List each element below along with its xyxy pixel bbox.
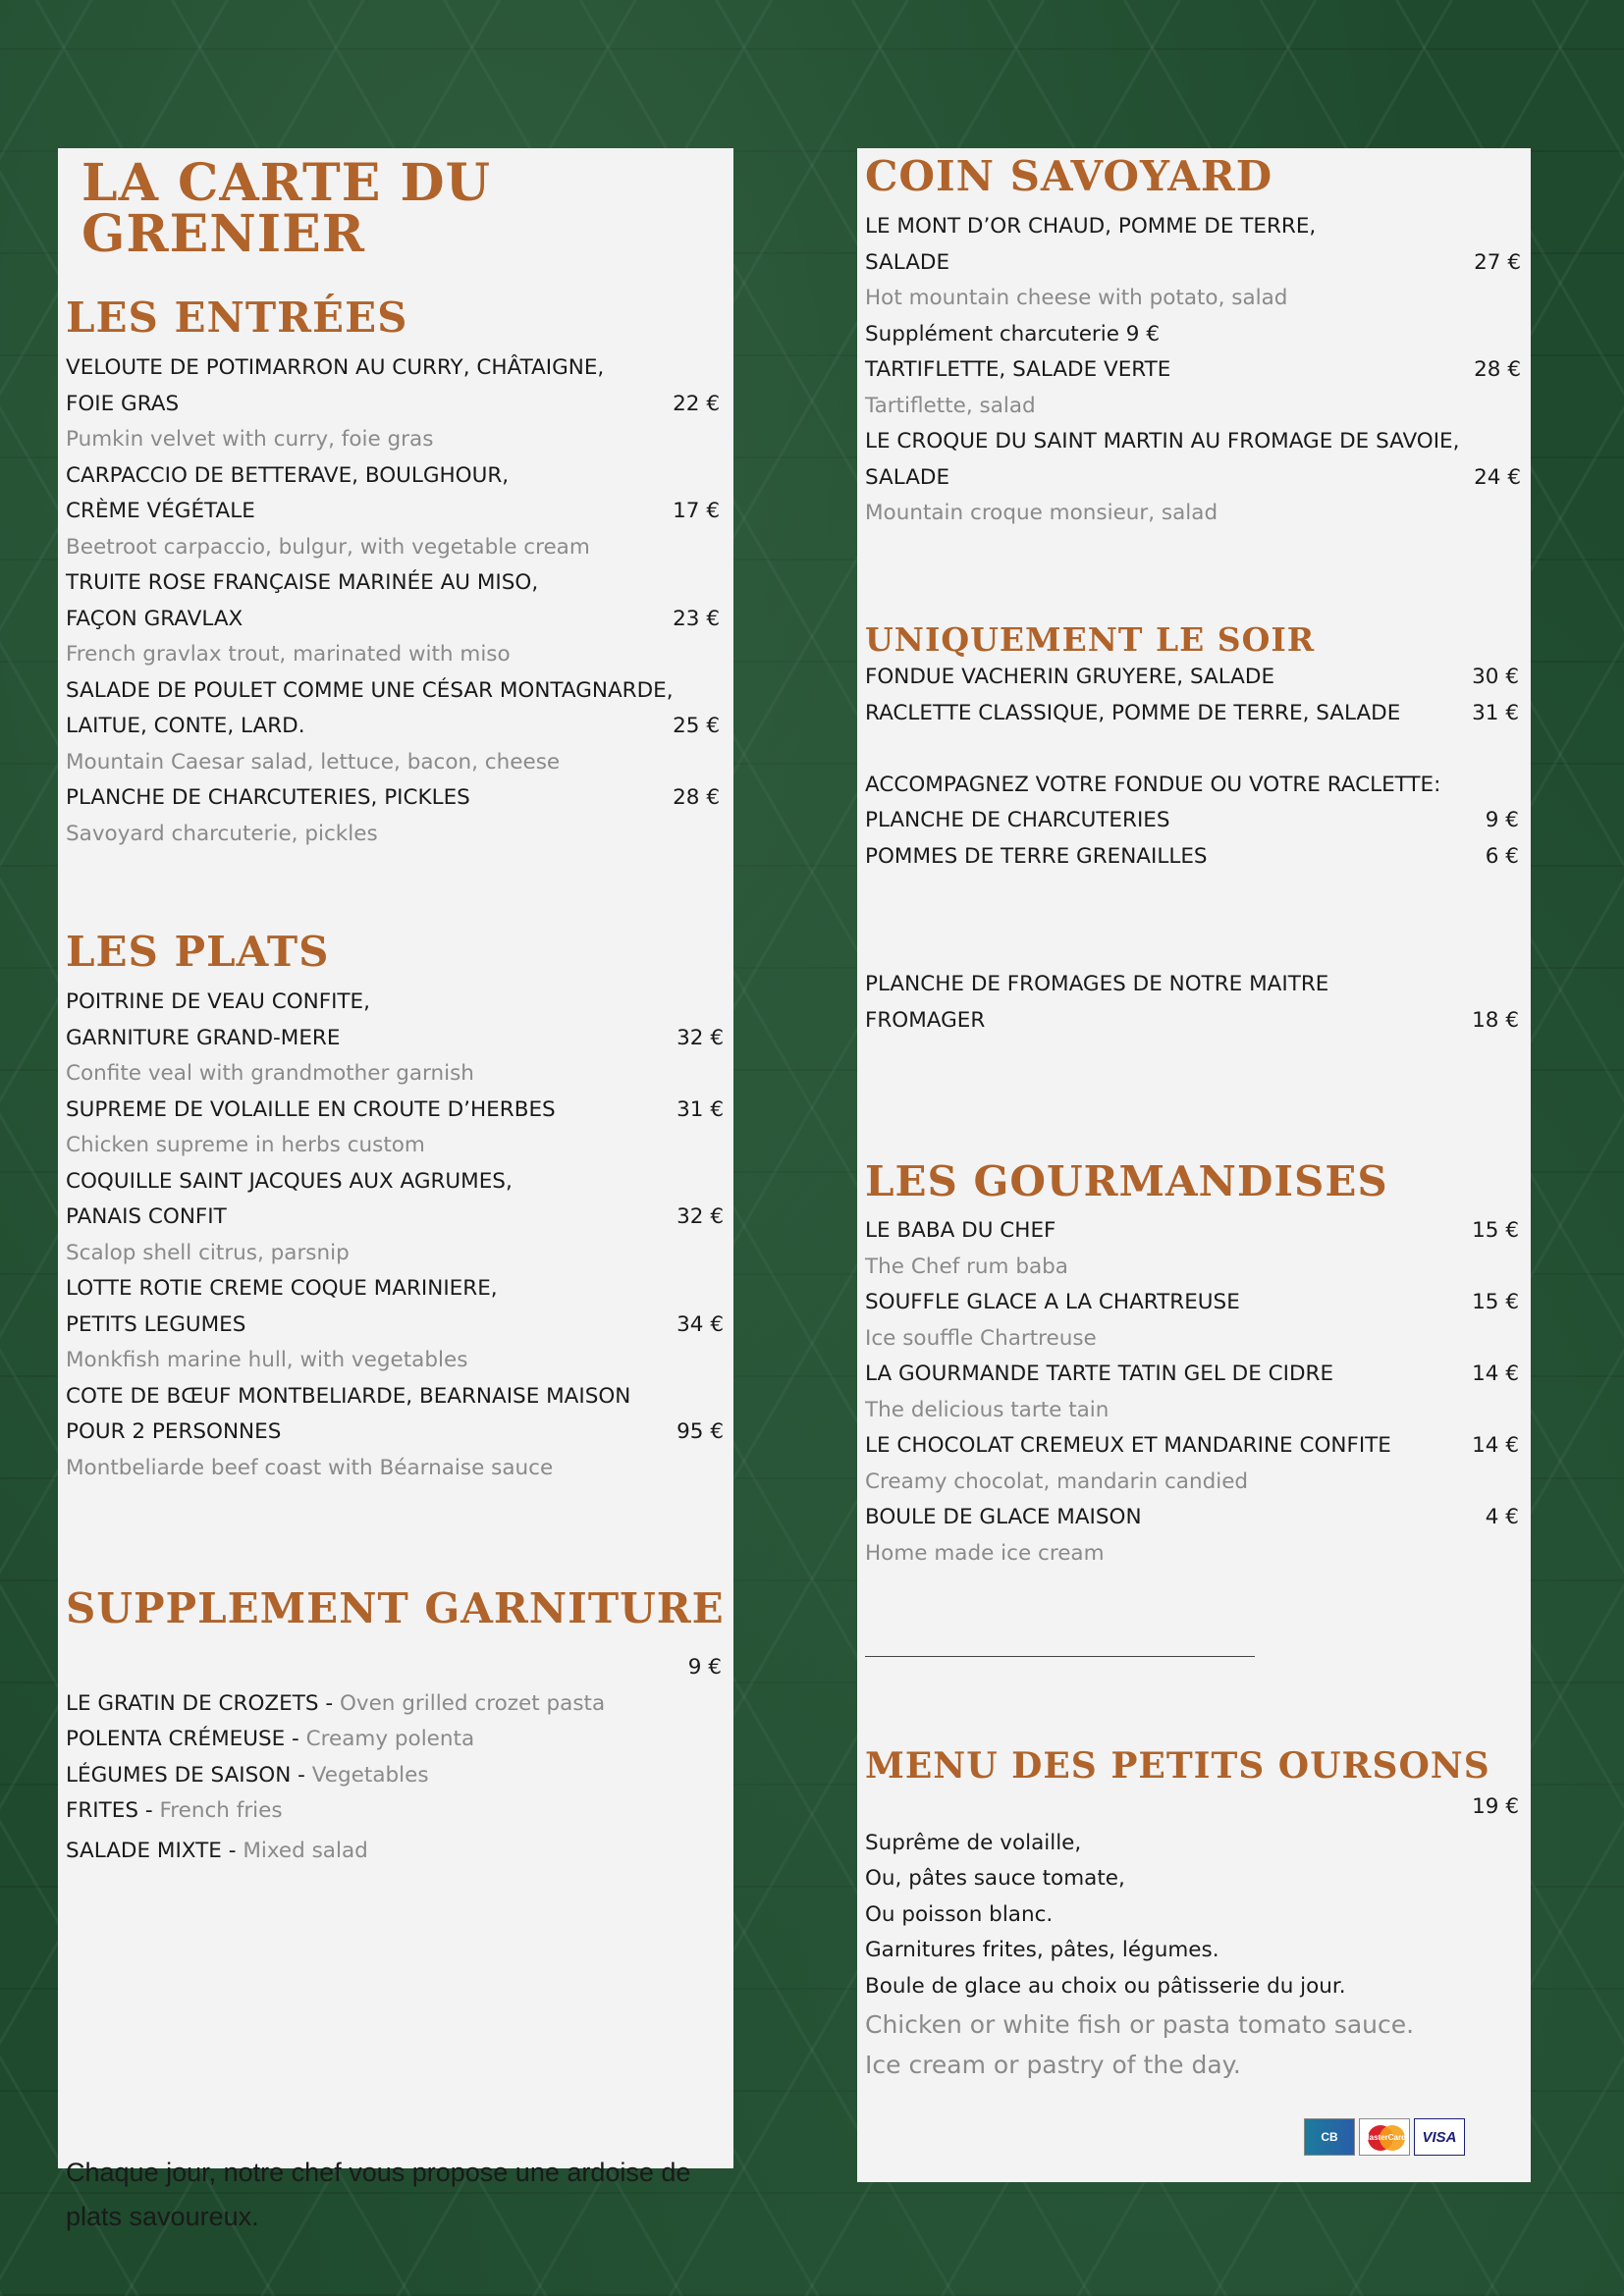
item-price: 34 €	[677, 1311, 724, 1337]
item-price: 28 €	[1474, 357, 1521, 382]
entrees-list	[66, 350, 720, 852]
item-name: FAÇON GRAVLAX	[66, 606, 244, 631]
soir-list	[865, 660, 1519, 875]
item-name: SALADE	[865, 464, 950, 490]
menu-title: LA CARTE DU GRENIER	[81, 153, 491, 264]
item-separator: -	[221, 1838, 244, 1863]
item-name: RACLETTE CLASSIQUE, POMME DE TERRE, SALADE	[865, 700, 1401, 725]
note-line: plats savoureux.	[66, 2202, 259, 2231]
item-translation: French gravlax trout, marinated with miso	[66, 642, 511, 667]
menu-item	[66, 350, 720, 458]
item-name: SALADE MIXTE	[66, 1838, 222, 1863]
item-name: FRITES	[66, 1798, 139, 1823]
mastercard-label: MasterCard	[1362, 2132, 1406, 2142]
item-translation: Beetroot carpaccio, bulgur, with vegetable cream	[66, 534, 590, 560]
item-name: PLANCHE DE CHARCUTERIES, PICKLES	[66, 785, 470, 810]
plats-list	[66, 985, 724, 1486]
item-name: LE BABA DU CHEF	[865, 1218, 1056, 1243]
cb-card-icon	[1304, 2118, 1355, 2156]
item-price: 15 €	[1472, 1290, 1519, 1314]
payment-methods	[1304, 2118, 1465, 2156]
menu-item	[865, 660, 1519, 696]
item-name: FOIE GRAS	[66, 391, 180, 416]
section-heading-soir: UNIQUEMENT LE SOIR	[865, 620, 1316, 659]
menu-item	[66, 1164, 724, 1272]
section-heading-oursons: MENU DES PETITS OURSONS	[865, 1745, 1490, 1787]
item-translation: Confite veal with grandmother garnish	[66, 1061, 474, 1086]
oursons-line: Ou poisson blanc.	[865, 1901, 1054, 1927]
item-translation: Mountain croque monsieur, salad	[865, 501, 1218, 525]
charcuterie-supplement: Supplément charcuterie 9 €	[865, 321, 1160, 347]
menu-item	[865, 967, 1519, 1039]
item-name: LE CROQUE DU SAINT MARTIN AU FROMAGE DE SAVOIE,	[865, 429, 1460, 454]
item-price: 15 €	[1472, 1218, 1519, 1243]
item-price: 18 €	[1472, 1007, 1519, 1033]
right-menu-panel	[857, 148, 1531, 2182]
item-translation: Creamy polenta	[305, 1727, 475, 1751]
item-price: 14 €	[1472, 1362, 1519, 1386]
item-name: SOUFFLE GLACE A LA CHARTREUSE	[865, 1290, 1240, 1314]
item-price: 24 €	[1474, 464, 1521, 490]
item-price: 4 €	[1485, 1505, 1519, 1529]
item-name: BOULE DE GLACE MAISON	[865, 1505, 1142, 1529]
left-menu-panel	[58, 148, 733, 2231]
menu-item	[66, 1758, 722, 1794]
menu-item	[865, 1357, 1519, 1428]
oursons-line: Boule de glace au choix ou pâtisserie du jour.	[865, 1973, 1346, 1999]
item-name: POUR 2 PERSONNES	[66, 1419, 282, 1444]
menu-item	[865, 1428, 1519, 1500]
item-name: COTE DE BŒUF MONTBELIARDE, BEARNAISE MAISON	[66, 1383, 631, 1409]
mastercard-icon	[1359, 2118, 1410, 2156]
item-translation: Scalop shell citrus, parsnip	[66, 1240, 350, 1265]
menu-item	[66, 1686, 722, 1723]
item-name: LE MONT D’OR CHAUD, POMME DE TERRE,	[865, 214, 1317, 239]
divider	[865, 1656, 1255, 1657]
item-translation: Tartiflette, salad	[865, 393, 1036, 418]
item-name: PLANCHE DE CHARCUTERIES	[865, 808, 1170, 832]
item-translation: Monkfish marine hull, with vegetables	[66, 1348, 468, 1372]
item-translation: Ice souffle Chartreuse	[865, 1325, 1097, 1351]
item-translation: Hot mountain cheese with potato, salad	[865, 286, 1288, 310]
item-name: SUPREME DE VOLAILLE EN CROUTE D’HERBES	[66, 1096, 556, 1122]
item-translation: Montbeliarde beef coast with Béarnaise sauce	[66, 1455, 554, 1480]
item-name: COQUILLE SAINT JACQUES AUX AGRUMES,	[66, 1168, 513, 1194]
item-price: 32 €	[677, 1025, 724, 1050]
oursons-line: Garnitures frites, pâtes, légumes.	[865, 1938, 1219, 1962]
item-translation: Chicken supreme in herbs custom	[66, 1133, 425, 1157]
item-name: SALADE	[865, 249, 950, 275]
supplement-list	[66, 1650, 722, 1869]
oursons-menu	[865, 1789, 1519, 2085]
item-separator: -	[285, 1727, 306, 1751]
item-separator: -	[291, 1762, 312, 1788]
menu-item	[66, 1793, 722, 1830]
item-translation: Mixed salad	[243, 1838, 368, 1863]
menu-item	[865, 696, 1519, 732]
item-name: LÉGUMES DE SAISON	[66, 1762, 292, 1788]
item-name: LE CHOCOLAT CREMEUX ET MANDARINE CONFITE	[865, 1433, 1391, 1458]
menu-item	[66, 458, 720, 566]
menu-item	[66, 985, 724, 1093]
item-translation: Home made ice cream	[865, 1540, 1105, 1566]
item-name: PLANCHE DE FROMAGES DE NOTRE MAITRE	[865, 972, 1329, 996]
menu-item	[865, 1285, 1519, 1357]
item-translation: French fries	[159, 1798, 283, 1823]
item-name: CARPACCIO DE BETTERAVE, BOULGHOUR,	[66, 462, 510, 488]
item-name: PANAIS CONFIT	[66, 1204, 227, 1229]
menu-item	[865, 839, 1519, 876]
item-name: LA GOURMANDE TARTE TATIN GEL DE CIDRE	[865, 1362, 1334, 1386]
item-name: LOTTE ROTIE CREME COQUE MARINIERE,	[66, 1276, 498, 1301]
menu-item	[66, 1093, 724, 1164]
item-name: LE GRATIN DE CROZETS	[66, 1690, 319, 1716]
menu-item	[865, 352, 1521, 424]
item-price: 31 €	[677, 1096, 724, 1122]
item-translation: Vegetables	[311, 1762, 429, 1788]
menu-item	[66, 1271, 724, 1379]
section-heading-supplement: SUPPLEMENT GARNITURE	[66, 1584, 725, 1632]
item-translation: Savoyard charcuterie, pickles	[66, 821, 378, 846]
oursons-translation: Chicken or white fish or pasta tomato sauce.	[865, 2010, 1415, 2039]
item-name: POITRINE DE VEAU CONFITE,	[66, 989, 370, 1014]
item-translation: Pumkin velvet with curry, foie gras	[66, 427, 434, 452]
savoyard-list	[865, 209, 1521, 532]
section-heading-savoyard: COIN SAVOYARD	[865, 152, 1273, 200]
item-price: 31 €	[1472, 700, 1519, 725]
menu-item	[66, 565, 720, 673]
gourmandises-list	[865, 1213, 1519, 1572]
oursons-line: Ou, pâtes sauce tomate,	[865, 1866, 1125, 1891]
item-price: 23 €	[673, 606, 720, 631]
item-price: 22 €	[673, 391, 720, 416]
menu-item	[865, 1500, 1519, 1572]
section-heading-gourmandises: LES GOURMANDISES	[865, 1157, 1388, 1205]
item-price: 17 €	[673, 499, 720, 523]
visa-card-icon	[1414, 2118, 1465, 2156]
supplement-price: 9 €	[687, 1655, 722, 1680]
visa-label: VISA	[1422, 2128, 1457, 2146]
item-name: TARTIFLETTE, SALADE VERTE	[865, 357, 1171, 382]
item-name: FROMAGER	[865, 1007, 986, 1033]
item-name: CRÈME VÉGÉTALE	[66, 499, 255, 523]
item-name: LAITUE, CONTE, LARD.	[66, 714, 305, 738]
section-heading-plats: LES PLATS	[66, 928, 330, 976]
item-price: 14 €	[1472, 1433, 1519, 1458]
accompany-note: ACCOMPAGNEZ VOTRE FONDUE OU VOTRE RACLETTE:	[865, 772, 1441, 797]
menu-item	[66, 1722, 722, 1758]
item-translation: Mountain Caesar salad, lettuce, bacon, cheese	[66, 749, 561, 774]
menu-item	[66, 1834, 722, 1870]
item-name: GARNITURE GRAND-MERE	[66, 1025, 341, 1050]
menu-item	[66, 1379, 724, 1487]
menu-item	[865, 803, 1519, 839]
cb-label: CB	[1321, 2130, 1338, 2144]
item-translation: Creamy chocolat, mandarin candied	[865, 1468, 1249, 1494]
item-name: VELOUTE DE POTIMARRON AU CURRY, CHÂTAIGNE,	[66, 355, 605, 380]
item-price: 9 €	[1485, 808, 1519, 832]
menu-item	[865, 1213, 1519, 1285]
item-price: 27 €	[1474, 249, 1521, 275]
item-name: PETITS LEGUMES	[66, 1311, 246, 1337]
menu-item	[66, 673, 720, 781]
oursons-price: 19 €	[1472, 1794, 1519, 1819]
item-price: 95 €	[677, 1419, 724, 1444]
oursons-line: Suprême de volaille,	[865, 1830, 1082, 1855]
item-name: SALADE DE POULET COMME UNE CÉSAR MONTAGNARDE,	[66, 677, 674, 703]
item-separator: -	[138, 1798, 160, 1823]
note-line: Chaque jour, notre chef vous propose une ardoise de	[66, 2158, 691, 2187]
item-price: 32 €	[677, 1204, 724, 1229]
item-price: 30 €	[1472, 665, 1519, 689]
section-heading-entrees: LES ENTRÉES	[66, 294, 408, 342]
item-name: FONDUE VACHERIN GRUYERE, SALADE	[865, 665, 1275, 689]
item-name: POMMES DE TERRE GRENAILLES	[865, 843, 1208, 869]
daily-specials-note	[66, 2151, 733, 2239]
item-separator: -	[318, 1690, 340, 1716]
menu-item	[66, 780, 720, 852]
item-name: POLENTA CRÉMEUSE	[66, 1727, 286, 1751]
item-price: 6 €	[1485, 843, 1519, 869]
item-translation: Oven grilled crozet pasta	[339, 1690, 606, 1716]
menu-item	[865, 424, 1521, 532]
item-translation: The Chef rum baba	[865, 1254, 1068, 1279]
item-name: TRUITE ROSE FRANÇAISE MARINÉE AU MISO,	[66, 570, 539, 595]
item-price: 28 €	[673, 785, 720, 810]
item-translation: The delicious tarte tain	[865, 1397, 1110, 1422]
oursons-translation: Ice cream or pastry of the day.	[865, 2051, 1241, 2079]
menu-item	[865, 209, 1521, 317]
item-price: 25 €	[673, 714, 720, 738]
